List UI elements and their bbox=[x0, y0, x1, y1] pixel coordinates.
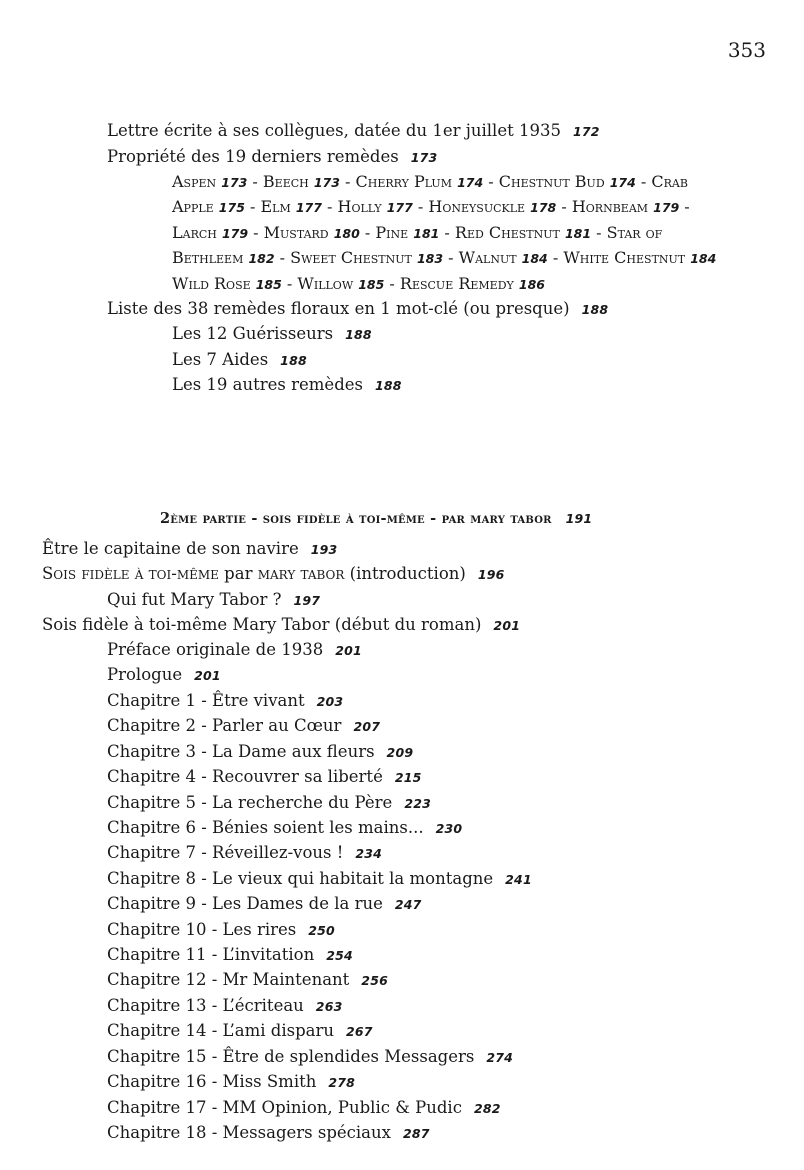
chapter-entry bbox=[107, 716, 380, 737]
toc-page-ref: 185 bbox=[358, 277, 385, 292]
toc-page-ref: 185 bbox=[255, 277, 282, 292]
remedy-name: Crab bbox=[651, 172, 688, 191]
remedy-name: Pine bbox=[375, 223, 409, 242]
remedy-name: Apple bbox=[172, 197, 214, 216]
toc-page-ref: 184 bbox=[521, 251, 548, 266]
remedy-name: Bethleem bbox=[172, 248, 244, 267]
toc-page-ref: 179 bbox=[221, 226, 249, 241]
chapter-entry bbox=[107, 742, 413, 763]
remedy-name: Holly bbox=[337, 197, 382, 216]
chapter-entry bbox=[107, 970, 388, 991]
toc-entry-text: Les 19 autres remèdes bbox=[172, 375, 363, 394]
toc-page-ref: 256 bbox=[361, 973, 388, 988]
chapter-entry bbox=[107, 843, 382, 864]
toc-page-ref: 196 bbox=[477, 567, 505, 582]
toc-entry-text: Chapitre 17 - MM Opinion, Public & Pudic bbox=[107, 1098, 462, 1117]
toc-page-ref: 178 bbox=[530, 200, 557, 215]
toc-page-ref: 180 bbox=[333, 226, 360, 241]
toc-entry-text: Les 7 Aides bbox=[172, 350, 269, 369]
remedy-name: Honeysuckle bbox=[428, 197, 526, 216]
toc-entry-text: Chapitre 4 - Recouvrer sa liberté bbox=[107, 767, 383, 786]
toc-entry-text: Chapitre 3 - La Dame aux fleurs bbox=[107, 742, 375, 761]
toc-entry-text: Chapitre 11 - L’invitation bbox=[107, 945, 315, 964]
toc-page-ref: 188 bbox=[581, 302, 609, 317]
toc-page-ref: 193 bbox=[310, 542, 338, 557]
toc-page-ref: 278 bbox=[328, 1075, 356, 1090]
toc-page-ref: 174 bbox=[457, 175, 484, 190]
remedy-name: Elm bbox=[260, 197, 291, 216]
toc-entry-text: Sois fidèle à toi-même bbox=[42, 564, 219, 583]
toc-page-ref: 177 bbox=[295, 200, 322, 215]
remedy-name: Mustard bbox=[263, 223, 329, 242]
chapter-entry bbox=[107, 945, 353, 966]
toc-page-ref: 174 bbox=[609, 175, 636, 190]
toc-subentry bbox=[172, 375, 402, 396]
toc-page-ref: 188 bbox=[375, 378, 402, 393]
toc-page-ref: 173 bbox=[221, 175, 248, 190]
remedy-name: Red Chestnut bbox=[454, 223, 560, 242]
chapter-entry bbox=[107, 920, 335, 941]
remedy-name: Wild Rose bbox=[172, 274, 251, 293]
toc-page-ref: 274 bbox=[486, 1050, 514, 1065]
part-title bbox=[160, 509, 592, 529]
toc-page-ref: 247 bbox=[394, 897, 422, 912]
remedy-line: Wild Rose 185 - Willow 185 - Rescue Remedy 186 bbox=[172, 274, 545, 293]
remedy-name: Larch bbox=[172, 223, 217, 242]
toc-entry bbox=[42, 615, 520, 636]
remedy-name: Beech bbox=[262, 172, 309, 191]
toc-subentry bbox=[172, 350, 307, 371]
toc-page-ref: 173 bbox=[313, 175, 340, 190]
toc-page-ref: 223 bbox=[404, 796, 432, 811]
chapter-entry bbox=[107, 691, 343, 712]
remedy-line: Apple 175 - Elm 177 - Holly 177 - Honeysuckle 178 - Hornbeam 179 - bbox=[172, 197, 690, 216]
toc-page-ref: 175 bbox=[218, 200, 245, 215]
remedy-name: Star of bbox=[606, 223, 663, 242]
chapter-entry bbox=[107, 1098, 501, 1119]
remedy-name: Rescue Remedy bbox=[399, 274, 514, 293]
toc-page-ref: 181 bbox=[413, 226, 440, 241]
remedy-name: White Chestnut bbox=[563, 248, 686, 267]
toc-page-ref: 181 bbox=[564, 226, 592, 241]
toc-entry-text: Lettre écrite à ses collègues, datée du 1er juillet 1935 bbox=[107, 121, 561, 140]
toc-page-ref: 201 bbox=[335, 643, 362, 658]
toc-entry bbox=[42, 539, 337, 560]
toc-entry-text: Qui fut Mary Tabor ? bbox=[107, 590, 282, 609]
remedy-name: Chestnut Bud bbox=[498, 172, 605, 191]
toc-page-ref: 209 bbox=[386, 745, 414, 760]
page-number: 353 bbox=[727, 38, 766, 62]
remedy-name: Hornbeam bbox=[571, 197, 649, 216]
chapter-entry bbox=[107, 793, 431, 814]
toc-entry-text: Chapitre 2 - Parler au Cœur bbox=[107, 716, 342, 735]
chapter-entry bbox=[107, 894, 422, 915]
toc-page-ref: 234 bbox=[355, 846, 383, 861]
toc-page-ref: 263 bbox=[315, 999, 343, 1014]
chapter-entry bbox=[107, 1047, 513, 1068]
toc-entry-text: Les 12 Guérisseurs bbox=[172, 324, 334, 343]
toc-entry-text: Chapitre 18 - Messagers spéciaux bbox=[107, 1123, 391, 1142]
toc-entry-text: Prologue bbox=[107, 665, 183, 684]
toc-entry bbox=[107, 299, 608, 320]
remedy-name: Willow bbox=[297, 274, 354, 293]
toc-entry-text: Propriété des 19 derniers remèdes bbox=[107, 147, 399, 166]
toc-entry-text: Chapitre 1 - Être vivant bbox=[107, 691, 305, 710]
toc-entry-text: Chapitre 14 - L’ami disparu bbox=[107, 1021, 334, 1040]
toc-page-ref: 172 bbox=[572, 124, 600, 139]
remedy-name: Sweet Chestnut bbox=[290, 248, 412, 267]
toc-entry-text: Chapitre 15 - Être de splendides Messagers bbox=[107, 1047, 475, 1066]
toc-page-ref: 201 bbox=[493, 618, 521, 633]
remedy-line: Larch 179 - Mustard 180 - Pine 181 - Red Chestnut 181 - Star of bbox=[172, 223, 663, 242]
toc-entry bbox=[107, 147, 437, 168]
toc-page-ref: 230 bbox=[435, 821, 463, 836]
toc-page-ref: 282 bbox=[473, 1101, 501, 1116]
toc-page-ref: 188 bbox=[345, 327, 372, 342]
toc-entry bbox=[42, 564, 505, 585]
toc-page-ref: 215 bbox=[394, 770, 422, 785]
toc-entry-text: mary tabor bbox=[257, 564, 345, 583]
toc-entry-text: Préface originale de 1938 bbox=[107, 640, 324, 659]
toc-page-ref: 254 bbox=[326, 948, 353, 963]
chapter-entry bbox=[107, 665, 221, 686]
toc-page-ref: 287 bbox=[402, 1126, 430, 1141]
toc-entry-text: Chapitre 6 - Bénies soient les mains... bbox=[107, 818, 424, 837]
toc-page-ref: 201 bbox=[194, 668, 221, 683]
toc-page-ref: 267 bbox=[346, 1024, 373, 1039]
toc-page-ref: 250 bbox=[308, 923, 335, 938]
toc-page-ref: 173 bbox=[410, 150, 438, 165]
toc-page-ref: 179 bbox=[653, 200, 680, 215]
toc-entry-text: Chapitre 12 - Mr Maintenant bbox=[107, 970, 350, 989]
chapter-entry bbox=[107, 1072, 355, 1093]
toc-page-ref: 197 bbox=[293, 593, 321, 608]
toc-subentry bbox=[107, 590, 320, 611]
chapter-entry bbox=[107, 996, 343, 1017]
toc-entry-text: Sois fidèle à toi-même Mary Tabor (début du roman) bbox=[42, 615, 482, 634]
toc-entry-text: Liste des 38 remèdes floraux en 1 mot-clé (ou presque) bbox=[107, 299, 570, 318]
remedy-name: Aspen bbox=[172, 172, 217, 191]
toc-page-ref: 182 bbox=[248, 251, 275, 266]
part-title-text: 2ème partie - sois fidèle à toi-même - par mary tabor bbox=[160, 510, 552, 527]
toc-page-ref: 241 bbox=[505, 872, 532, 887]
chapter-entry bbox=[107, 767, 422, 788]
toc-page-ref: 207 bbox=[353, 719, 381, 734]
remedy-name: Cherry Plum bbox=[355, 172, 452, 191]
toc-entry-text: Chapitre 16 - Miss Smith bbox=[107, 1072, 317, 1091]
toc-page-ref: 191 bbox=[565, 511, 593, 526]
remedy-name: Walnut bbox=[458, 248, 517, 267]
toc-entry-text: Chapitre 8 - Le vieux qui habitait la montagne bbox=[107, 869, 494, 888]
remedy-line: Aspen 173 - Beech 173 - Cherry Plum 174 - Chestnut Bud 174 - Crab bbox=[172, 172, 688, 191]
toc-entry-text: Chapitre 10 - Les rires bbox=[107, 920, 297, 939]
toc-entry-text: Chapitre 13 - L’écriteau bbox=[107, 996, 304, 1015]
toc-subentry bbox=[172, 324, 372, 345]
chapter-entry bbox=[107, 1021, 373, 1042]
chapter-entry bbox=[107, 869, 532, 890]
chapter-entry bbox=[107, 1123, 430, 1144]
toc-entry-text: Chapitre 7 - Réveillez-vous ! bbox=[107, 843, 344, 862]
toc-page-ref: 188 bbox=[280, 353, 307, 368]
chapter-entry bbox=[107, 640, 362, 661]
toc-entry-text: Chapitre 9 - Les Dames de la rue bbox=[107, 894, 383, 913]
toc-page-ref: 177 bbox=[386, 200, 413, 215]
toc-entry bbox=[107, 121, 600, 142]
toc-entry-text: par bbox=[218, 564, 258, 583]
toc-entry-text: Être le capitaine de son navire bbox=[42, 539, 299, 558]
toc-page-ref: 183 bbox=[416, 251, 444, 266]
remedy-line: Bethleem 182 - Sweet Chestnut 183 - Walnut 184 - White Chestnut 184 bbox=[172, 248, 717, 267]
toc-page-ref: 184 bbox=[690, 251, 717, 266]
toc-entry-text: (introduction) bbox=[344, 564, 466, 583]
toc-entry-text: Chapitre 5 - La recherche du Père bbox=[107, 793, 393, 812]
chapter-entry bbox=[107, 818, 462, 839]
toc-page-ref: 203 bbox=[316, 694, 344, 709]
toc-page-ref: 186 bbox=[518, 277, 545, 292]
